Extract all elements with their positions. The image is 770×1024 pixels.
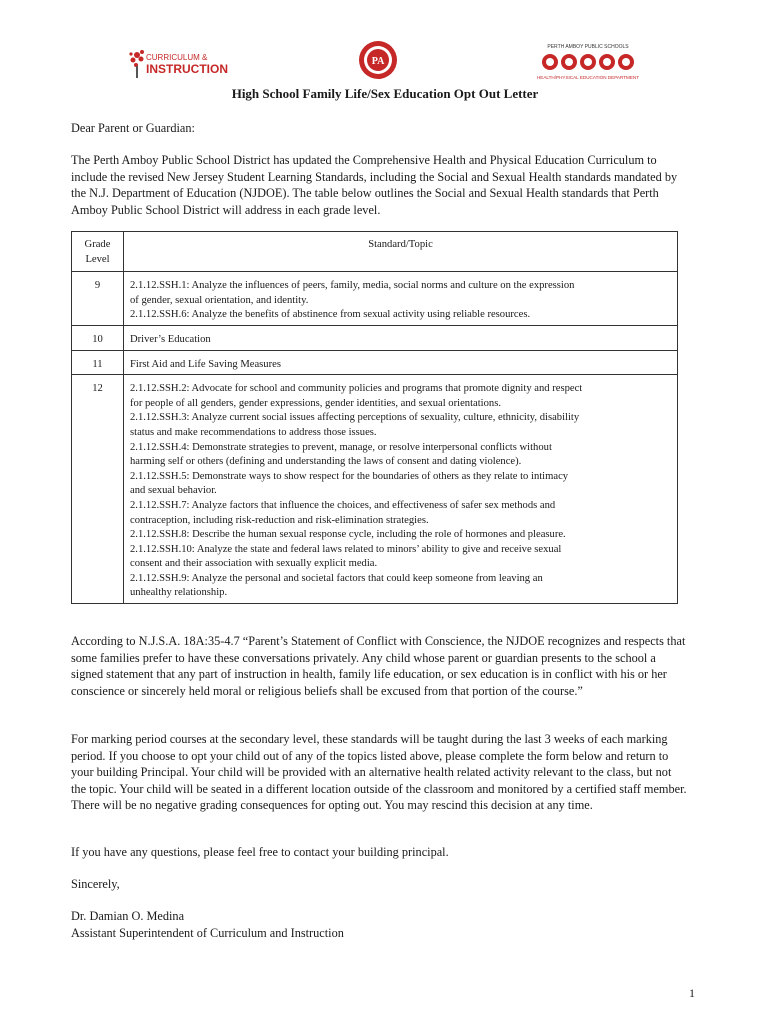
curriculum-instruction-logo — [128, 46, 228, 80]
standard-line: Driver’s Education — [130, 333, 211, 345]
signatory-role: Assistant Superintendent of Curriculum and Instruction — [71, 925, 344, 940]
table-row — [72, 272, 678, 326]
district-seal-logo — [358, 40, 398, 80]
svg-text:INSTRUCTION: INSTRUCTION — [146, 62, 228, 76]
standard-line: First Aid and Life Saving Measures — [130, 358, 281, 370]
standard-line: 2.1.12.SSH.3: Analyze current social issues affecting perceptions of sexuality, culture, ethnicity, disability — [130, 412, 580, 424]
marking-period-paragraph: For marking period courses at the secondary level, these standards will be taught during the last 3 weeks of each marking period. If you choose to opt your child out of any of the topics listed above, please complete the form below and return to your building Principal. Your child will be provided with an alternative health related activity relevant to the class, but not the topic. Your child will be seated in a different location outside of the classroom and monitored by a certified staff member. There will be no negative grading consequences for opting out. You may rescind this decision at any time. — [71, 732, 687, 812]
conflict-of-conscience-paragraph: According to N.J.S.A. 18A:35-4.7 “Parent’s Statement of Conflict with Conscience, the NJDOE recognizes and respects that some families prefer to have these conversations privately. Any child whose parent or guardian presents to the school a signed statement that any part of instruction in health, family life education, or sex education is in conflict with his or her conscience or sincerely held moral or religious beliefs shall be excused from that portion of the course.” — [71, 634, 686, 698]
standard-line: 2.1.12.SSH.7: Analyze factors that influence the choices, and effectiveness of safer sex methods and — [130, 499, 556, 511]
standard-line: contraception, including risk-reduction and risk-elimination strategies. — [130, 514, 429, 526]
salutation: Dear Parent or Guardian: — [71, 121, 195, 135]
standard-line: status and make recommendations to address those issues. — [130, 426, 377, 438]
grade-cell: 12 — [72, 375, 124, 604]
table-row — [72, 375, 678, 604]
table-header-row — [72, 232, 678, 272]
standard-line: 2.1.12.SSH.6: Analyze the benefits of abstinence from sexual activity using reliable resources. — [130, 309, 531, 321]
grade-level-header: Grade Level — [72, 232, 124, 272]
svg-text:PERTH AMBOY PUBLIC SCHOOLS: PERTH AMBOY PUBLIC SCHOOLS — [547, 44, 629, 50]
letter-title: High School Family Life/Sex Education Opt Out Letter — [231, 86, 539, 101]
health-pe-department-logo — [538, 42, 638, 82]
questions-paragraph: If you have any questions, please feel free to contact your building principal. — [71, 845, 449, 859]
standard-topic-header: Standard/Topic — [124, 232, 678, 272]
svg-text:CURRICULUM &: CURRICULUM & — [146, 53, 208, 62]
table-row — [72, 325, 678, 350]
table-row — [72, 350, 678, 375]
grade-cell: 9 — [72, 272, 124, 326]
standards-table-body — [72, 272, 678, 604]
topic-cell — [124, 350, 678, 375]
standards-table — [71, 231, 678, 604]
topic-cell — [124, 325, 678, 350]
grade-cell: 11 — [72, 350, 124, 375]
topic-cell — [124, 375, 678, 604]
signatory-name: Dr. Damian O. Medina — [71, 909, 185, 923]
standard-line: 2.1.12.SSH.2: Advocate for school and community policies and programs that promote dignity and respect — [130, 383, 583, 395]
standard-line: 2.1.12.SSH.9: Analyze the personal and societal factors that could keep someone from leaving an — [130, 572, 543, 584]
intro-paragraph: The Perth Amboy Public School District has updated the Comprehensive Health and Physical Education Curriculum to include the revised New Jersey Student Learning Standards, including the Social and Sexual Health standards mandated by the N.J. Department of Education (NJDOE). The table below outlines the Social and Sexual Health standards that Perth Amboy Public School District will address in each grade level. — [71, 153, 678, 217]
standard-line: 2.1.12.SSH.5: Demonstrate ways to show respect for the boundaries of others as they relate to intimacy — [130, 470, 569, 482]
svg-text:PA: PA — [371, 56, 385, 67]
standard-line: harming self or others (defining and understanding the laws of consent and dating violence). — [130, 456, 522, 468]
standard-line: for people of all genders, gender expressions, gender identities, and sexual orientations. — [130, 397, 501, 409]
page-number: 1 — [689, 986, 695, 1000]
standard-line: and sexual behavior. — [130, 485, 217, 497]
standard-line: 2.1.12.SSH.8: Describe the human sexual response cycle, including the role of hormones and pleasure. — [130, 529, 566, 541]
standard-line: consent and their association with sexually explicit media. — [130, 558, 378, 570]
topic-cell — [124, 272, 678, 326]
standard-line: of gender, sexual orientation, and identity. — [130, 294, 309, 306]
standard-line: 2.1.12.SSH.4: Demonstrate strategies to prevent, manage, or resolve interpersonal conflicts without — [130, 441, 552, 453]
svg-text:HEALTH/PHYSICAL EDUCATION DEPA: HEALTH/PHYSICAL EDUCATION DEPARTMENT — [536, 75, 640, 80]
standard-line: unhealthy relationship. — [130, 587, 228, 599]
standard-line: 2.1.12.SSH.10: Analyze the state and federal laws related to minors’ ability to give and receive sexual — [130, 543, 562, 555]
grade-cell: 10 — [72, 325, 124, 350]
signature-block — [71, 908, 687, 941]
closing: Sincerely, — [71, 877, 120, 891]
standard-line: 2.1.12.SSH.1: Analyze the influences of peers, family, media, social norms and culture on the expression — [130, 280, 575, 292]
